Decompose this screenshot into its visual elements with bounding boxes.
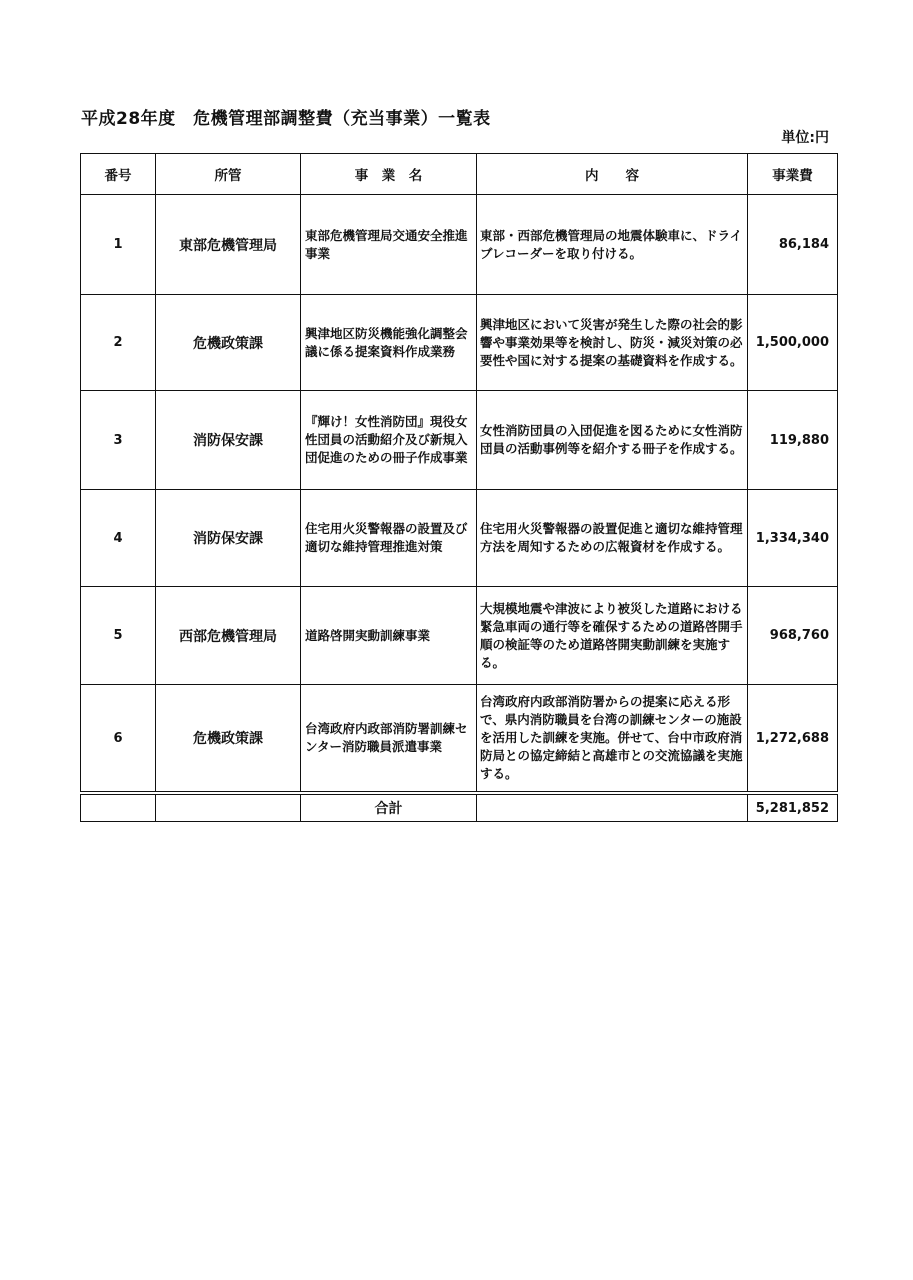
row-department: 消防保安課 bbox=[156, 391, 301, 490]
table-header-row bbox=[81, 154, 838, 195]
row-number: 3 bbox=[81, 391, 156, 490]
total-empty-cell bbox=[477, 793, 748, 822]
row-content: 女性消防団員の入団促進を図るために女性消防団員の活動事例等を紹介する冊子を作成する。 bbox=[477, 391, 748, 490]
row-number: 2 bbox=[81, 295, 156, 391]
total-cost: 5,281,852 bbox=[748, 793, 838, 822]
table-row bbox=[81, 685, 838, 794]
row-project-name: 『輝け！女性消防団』現役女性団員の活動紹介及び新規入団促進のための冊子作成事業 bbox=[301, 391, 477, 490]
row-number: 6 bbox=[81, 685, 156, 794]
row-number: 4 bbox=[81, 490, 156, 587]
table-row bbox=[81, 195, 838, 295]
row-content: 台湾政府内政部消防署からの提案に応える形で、県内消防職員を台湾の訓練センターの施設を活用した訓練を実施。併せて、台中市政府消防局との協定締結と高雄市との交流協議を実施する。 bbox=[477, 685, 748, 794]
row-content: 住宅用火災警報器の設置促進と適切な維持管理方法を周知するための広報資材を作成する。 bbox=[477, 490, 748, 587]
row-cost: 1,272,688 bbox=[748, 685, 838, 794]
row-department: 危機政策課 bbox=[156, 295, 301, 391]
row-project-name: 住宅用火災警報器の設置及び適切な維持管理推進対策 bbox=[301, 490, 477, 587]
header-number: 番号 bbox=[81, 154, 156, 195]
table-row bbox=[81, 490, 838, 587]
row-number: 5 bbox=[81, 587, 156, 685]
row-department: 危機政策課 bbox=[156, 685, 301, 794]
unit-label: 単位:円 bbox=[781, 130, 829, 146]
row-project-name: 道路啓開実動訓練事業 bbox=[301, 587, 477, 685]
total-empty-cell bbox=[81, 793, 156, 822]
row-content: 興津地区において災害が発生した際の社会的影響や事業効果等を検討し、防災・減災対策の必要性や国に対する提案の基礎資料を作成する。 bbox=[477, 295, 748, 391]
row-content: 大規模地震や津波により被災した道路における緊急車両の通行等を確保するための道路啓開手順の検証等のため道路啓開実動訓練を実施する。 bbox=[477, 587, 748, 685]
row-project-name: 興津地区防災機能強化調整会議に係る提案資料作成業務 bbox=[301, 295, 477, 391]
table-row bbox=[81, 295, 838, 391]
budget-table bbox=[80, 153, 838, 822]
row-cost: 119,880 bbox=[748, 391, 838, 490]
row-project-name: 台湾政府内政部消防署訓練センター消防職員派遣事業 bbox=[301, 685, 477, 794]
total-label: 合計 bbox=[301, 793, 477, 822]
row-cost: 1,500,000 bbox=[748, 295, 838, 391]
row-department: 消防保安課 bbox=[156, 490, 301, 587]
row-project-name: 東部危機管理局交通安全推進事業 bbox=[301, 195, 477, 295]
row-content: 東部・西部危機管理局の地震体験車に、ドライブレコーダーを取り付ける。 bbox=[477, 195, 748, 295]
total-empty-cell bbox=[156, 793, 301, 822]
header-project-name: 事 業 名 bbox=[301, 154, 477, 195]
row-department: 西部危機管理局 bbox=[156, 587, 301, 685]
total-row bbox=[81, 793, 838, 822]
header-cost: 事業費 bbox=[748, 154, 838, 195]
header-department: 所管 bbox=[156, 154, 301, 195]
header-content: 内 容 bbox=[477, 154, 748, 195]
table-row bbox=[81, 587, 838, 685]
page-title: 平成28年度 危機管理部調整費（充当事業）一覧表 bbox=[81, 109, 491, 129]
row-cost: 86,184 bbox=[748, 195, 838, 295]
row-cost: 968,760 bbox=[748, 587, 838, 685]
row-number: 1 bbox=[81, 195, 156, 295]
table-row bbox=[81, 391, 838, 490]
row-cost: 1,334,340 bbox=[748, 490, 838, 587]
row-department: 東部危機管理局 bbox=[156, 195, 301, 295]
